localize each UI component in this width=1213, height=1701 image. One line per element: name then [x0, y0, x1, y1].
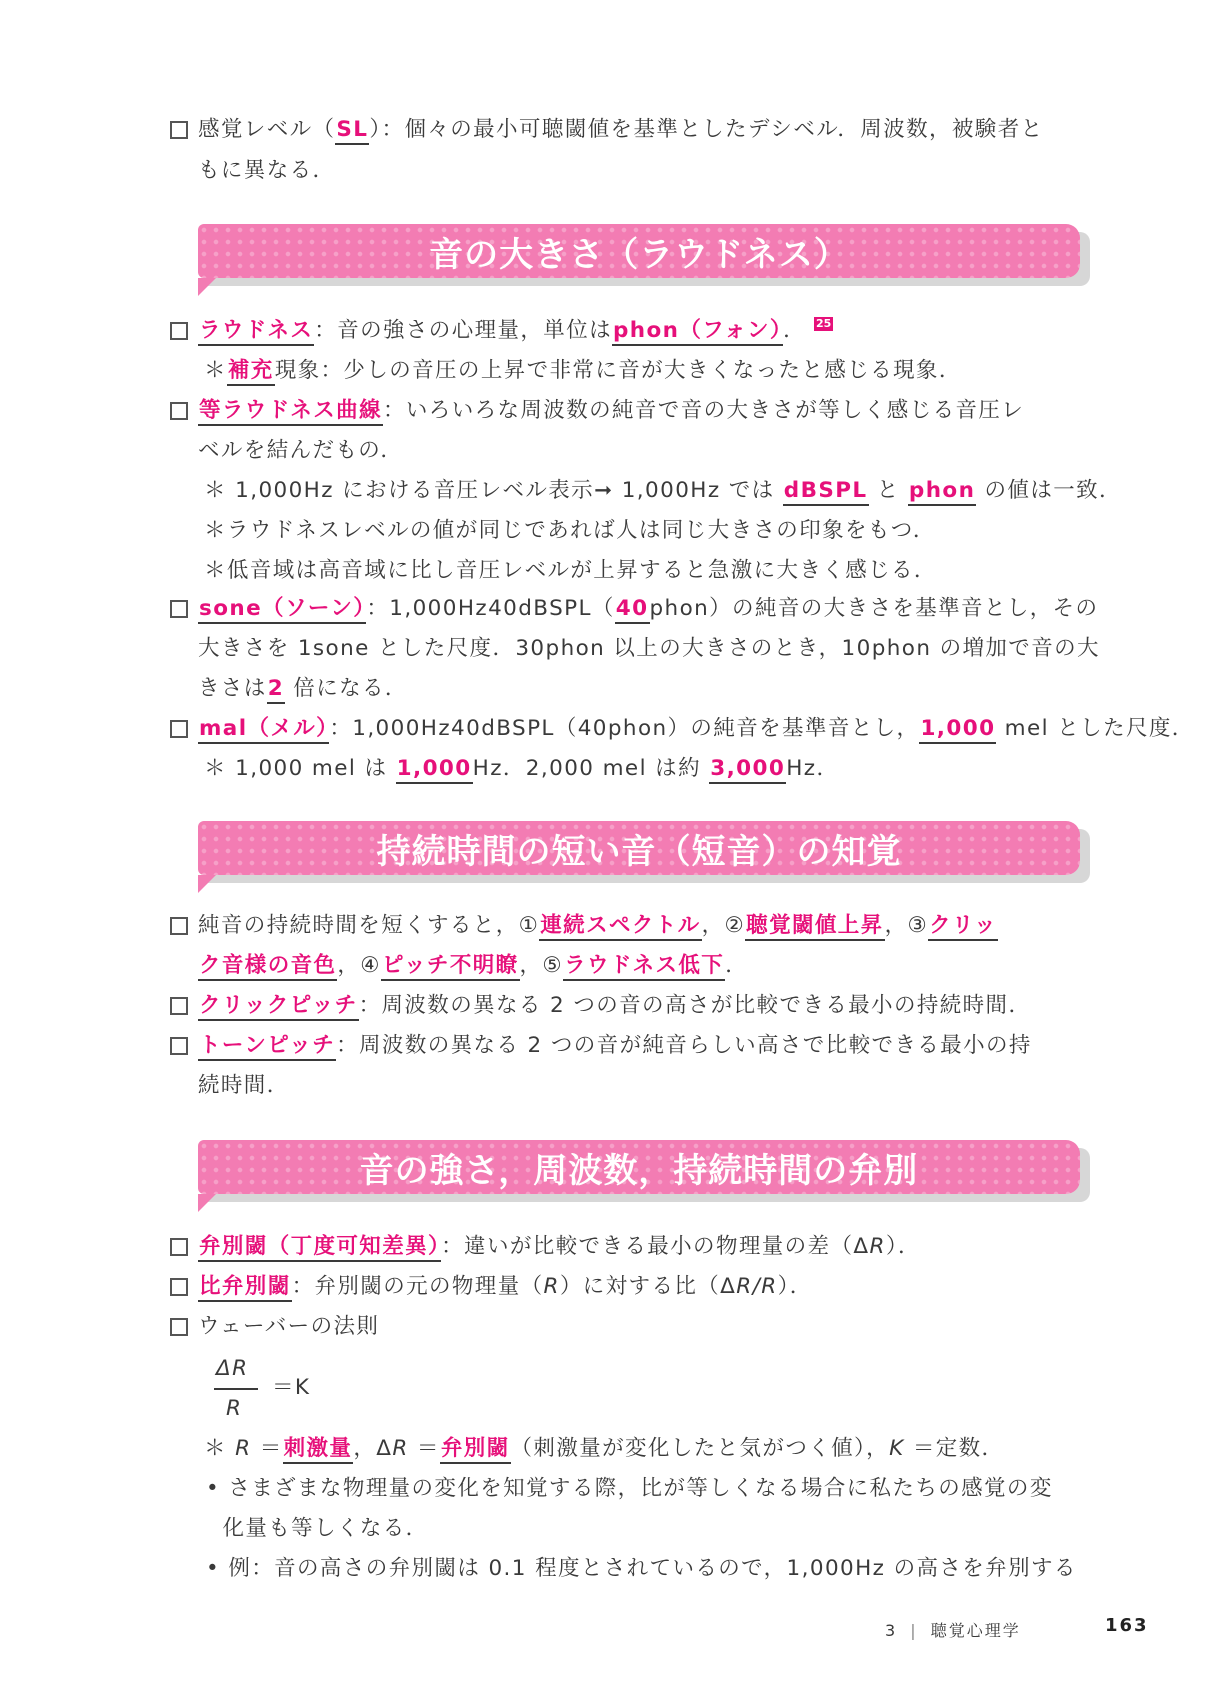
text-line: ＊ラウドネスレベルの値が同じであれば人は同じ大きさの印象をもつ． [204, 518, 936, 543]
fraction-denominator: R [226, 1396, 243, 1421]
text-line: トーンピッチ：周波数の異なる 2 つの音が純音らしい高さで比較できる最小の持 [198, 1031, 1032, 1061]
text-line: 比弁別閾：弁別閾の元の物理量（R）に対する比（ΔR/R）． [198, 1272, 813, 1302]
key-term: 3,000 [709, 756, 786, 784]
key-term: ラウドネス低下 [563, 953, 725, 981]
checkbox[interactable] [170, 997, 188, 1015]
checkbox[interactable] [170, 600, 188, 618]
key-term: 補充 [227, 358, 275, 386]
key-term: 弁別閾 [440, 1436, 511, 1464]
text-line: • さまざまな物理量の変化を知覚する際，比が等しくなる場合に私たちの感覚の変 [206, 1476, 1053, 1501]
text-line: mal（メル）：1,000Hz40dBSPL（40phon）の純音を基準音とし，1,000 mel とした尺度． [198, 714, 1195, 744]
checkbox[interactable] [170, 402, 188, 420]
text-line: ＊低音域は高音域に比し音圧レベルが上昇すると急激に大きく感じる． [204, 558, 937, 583]
chapter-number: 3 [885, 1621, 896, 1640]
checkbox[interactable] [170, 917, 188, 935]
key-term: 2 [267, 676, 285, 704]
text-line: 弁別閾（丁度可知差異）：違いが比較できる最小の物理量の差（ΔR）． [198, 1232, 921, 1262]
chapter-title: 聴覚心理学 [930, 1621, 1021, 1640]
text-line: もに異なる． [198, 158, 336, 183]
reference-badge: 25 [815, 317, 832, 330]
key-term: トーンピッチ [198, 1033, 336, 1061]
text-line: ラウドネス：音の強さの心理量，単位はphon（フォン）． 25 [198, 316, 833, 346]
section-heading-discrimination [198, 1140, 1080, 1194]
text-line: ウェーバーの法則 [198, 1314, 380, 1339]
text-line: クリックピッチ：周波数の異なる 2 つの音の高さが比較できる最小の持続時間． [198, 991, 1031, 1021]
banner-tail [198, 875, 216, 893]
section-title: 音の強さ，周波数，持続時間の弁別 [359, 1150, 919, 1191]
section-heading-loudness [198, 224, 1080, 278]
text-line: 続時間． [198, 1073, 290, 1098]
key-term: sone（ソーン） [198, 596, 366, 624]
key-term: ラウドネス [198, 318, 314, 346]
checkbox[interactable] [170, 1238, 188, 1256]
checkbox[interactable] [170, 121, 188, 139]
text-line: 感覚レベル（SL）：個々の最小可聴閾値を基準としたデシベル．周波数，被験者と [198, 115, 1044, 145]
text-line: ベルを結んだもの． [198, 438, 404, 463]
key-term: 等ラウドネス曲線 [198, 398, 383, 426]
text-line: 等ラウドネス曲線：いろいろな周波数の純音で音の大きさが等しく感じる音圧レ [198, 396, 1024, 426]
text-line: 純音の持続時間を短くすると，①連続スペクトル，②聴覚閾値上昇，③クリッ [198, 911, 998, 941]
section-heading-short-sound [198, 821, 1080, 875]
key-term: 1,000 [396, 756, 473, 784]
text-line: ＊ R ＝刺激量，ΔR ＝弁別閾（刺激量が変化したと気がつく値），K ＝定数． [204, 1434, 1004, 1464]
key-term: phon [908, 478, 976, 506]
text-line: ＊ 1,000Hz における音圧レベル表示➞ 1,000Hz では dBSPL と phon の値は一致． [204, 476, 1122, 506]
key-term: 聴覚閾値上昇 [745, 913, 884, 941]
checkbox[interactable] [170, 720, 188, 738]
checkbox[interactable] [170, 322, 188, 340]
text-line: きさは2 倍になる． [198, 674, 408, 704]
checkbox[interactable] [170, 1278, 188, 1296]
fraction-bar [214, 1388, 258, 1390]
key-term: mal（メル） [198, 716, 329, 744]
key-term: 比弁別閾 [198, 1274, 292, 1302]
running-footer [885, 1618, 1021, 1641]
section-title: 音の大きさ（ラウドネス） [429, 234, 849, 275]
section-title: 持続時間の短い音（短音）の知覚 [376, 831, 902, 872]
key-term: ピッチ不明瞭 [381, 953, 520, 981]
key-term: 40 [615, 596, 650, 624]
banner-tail [198, 1194, 216, 1212]
fraction-rhs: ＝K [272, 1375, 311, 1400]
text-line: • 例：音の高さの弁別閾は 0.1 程度とされているので，1,000Hz の高さを弁別する [206, 1556, 1077, 1581]
key-term: 刺激量 [283, 1436, 354, 1464]
key-term: クリックピッチ [198, 993, 359, 1021]
fraction-numerator: ΔR [216, 1356, 249, 1381]
key-term: クリッ [928, 913, 998, 941]
text-line: 大きさを 1sone とした尺度．30phon 以上の大きさのとき，10phon の増加で音の大 [198, 636, 1100, 661]
key-term: SL [335, 117, 369, 145]
key-term: phon（フォン） [612, 318, 783, 346]
footer-separator: | [910, 1621, 916, 1640]
checkbox[interactable] [170, 1037, 188, 1055]
text-line: ＊ 1,000 mel は 1,000Hz．2,000 mel は約 3,000Hz． [204, 754, 839, 784]
key-term: 1,000 [919, 716, 996, 744]
key-term: ク音様の音色 [198, 953, 337, 981]
key-term: 弁別閾（丁度可知差異） [198, 1234, 441, 1262]
text-line: 化量も等しくなる． [206, 1516, 429, 1541]
checkbox[interactable] [170, 1318, 188, 1336]
text-line: ＊補充現象：少しの音圧の上昇で非常に音が大きくなったと感じる現象． [204, 356, 962, 386]
text-line: sone（ソーン）：1,000Hz40dBSPL（40phon）の純音の大きさを基準音とし，その [198, 594, 1098, 624]
text-line: ク音様の音色，④ピッチ不明瞭，⑤ラウドネス低下． [198, 951, 748, 981]
page-number: 163 [1105, 1615, 1149, 1636]
key-term: dBSPL [783, 478, 869, 506]
key-term: 連続スペクトル [539, 913, 701, 941]
banner-tail [198, 278, 216, 296]
